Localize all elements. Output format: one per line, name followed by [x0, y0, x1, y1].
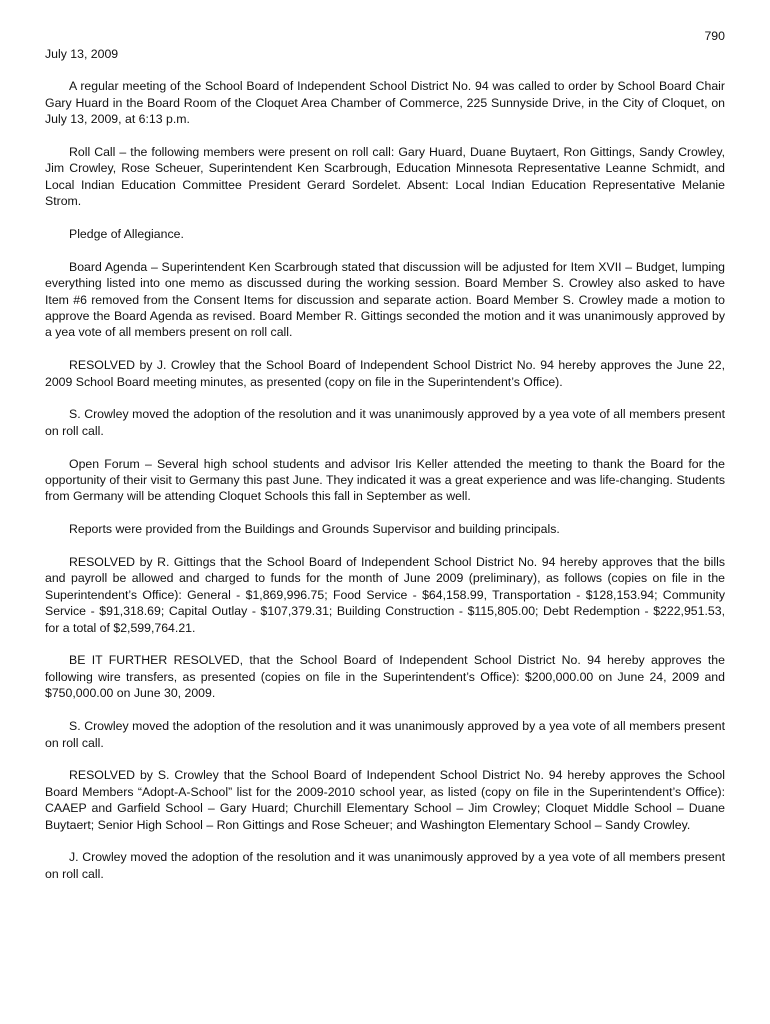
board-agenda-paragraph: Board Agenda – Superintendent Ken Scarbrough stated that discussion will be adjusted for Item XVII – Budget, lumping everything listed into one memo as discussed during the working session. Board Member S. Crowley also asked to have Item #6 removed from the Consent Items for discussion and separate action. Board Member S. Crowley made a motion to approve the Board Agenda as revised. Board Member R. Gittings seconded the motion and it was unanimously approved by a yea vote of all members present on roll call. [45, 259, 725, 340]
reports-paragraph: Reports were provided from the Buildings and Grounds Supervisor and building principals. [69, 522, 560, 537]
open-forum-paragraph: Open Forum – Several high school students and advisor Iris Keller attended the meeting to thank the Board for the opportunity of their visit to Germany this past June. They indicated it was a great experience and was life-changing. Students from Germany will be attending Cloquet Schools this fall in September as well. [45, 456, 725, 504]
adopt-a-school-adoption-paragraph: J. Crowley moved the adoption of the resolution and it was unanimously approved by a yea vote of all members present on roll call. [45, 850, 725, 881]
meeting-date: July 13, 2009 [45, 47, 119, 61]
minutes-resolution-paragraph: RESOLVED by J. Crowley that the School Board of Independent School District No. 94 hereby approves the June 22, 2009 School Board meeting minutes, as presented (copy on file in the Superintendent’s Office). [45, 358, 725, 389]
minutes-adoption-paragraph: S. Crowley moved the adoption of the resolution and it was unanimously approved by a yea vote of all members present on roll call. [45, 407, 725, 438]
pledge-paragraph: Pledge of Allegiance. [69, 227, 184, 242]
roll-call-paragraph: Roll Call – the following members were present on roll call: Gary Huard, Duane Buytaert, Ron Gittings, Sandy Crowley, Jim Crowley, Rose Scheuer, Superintendent Ken Scarbrough, Education Minnesota Representative Leanne Schmidt, and Local Indian Education Committee President Gerard Sordelet. Absent: Local Indian Education Representative Melanie Strom. [45, 145, 725, 209]
page-number: 790 [704, 29, 725, 43]
bills-payroll-resolution-paragraph: RESOLVED by R. Gittings that the School Board of Independent School District No. 94 hereby approves that the bills and payroll be allowed and charged to funds for the month of June 2009 (preliminary), as follows (copies on file in the Superintendent’s Office): General - $1,869,996.75; Food Service - $64,158.99, Transportation - $128,153.94; Community Service - $91,318.69; Capital Outlay - $107,379.31; Building Construction - $115,805.00; Debt Redemption - $222,951.53, for a total of $2,599,764.21. [45, 555, 725, 635]
adopt-a-school-resolution-paragraph: RESOLVED by S. Crowley that the School Board of Independent School District No. 94 hereby approves the School Board Members “Adopt-A-School” list for the 2009-2010 school year, as listed (copy on file in the Superintendent’s Office): CAAEP and Garfield School – Gary Huard; Churchill Elementary School – Jim Crowley; Cloquet Middle School – Duane Buytaert; Senior High School – Ron Gittings and Rose Scheuer; and Washington Elementary School – Sandy Crowley. [45, 768, 725, 832]
wire-transfers-resolution-paragraph: BE IT FURTHER RESOLVED, that the School Board of Independent School District No. 94 hereby approves the following wire transfers, as presented (copies on file in the Superintendent’s Office): $200,000.00 on June 24, 2009 and $750,000.00 on June 30, 2009. [45, 653, 725, 701]
bills-adoption-paragraph: S. Crowley moved the adoption of the resolution and it was unanimously approved by a yea vote of all members present on roll call. [45, 719, 725, 750]
document-page [45, 28, 725, 899]
call-to-order-paragraph: A regular meeting of the School Board of Independent School District No. 94 was called to order by School Board Chair Gary Huard in the Board Room of the Cloquet Area Chamber of Commerce, 225 Sunnyside Drive, in the City of Cloquet, on July 13, 2009, at 6:13 p.m. [45, 79, 725, 127]
